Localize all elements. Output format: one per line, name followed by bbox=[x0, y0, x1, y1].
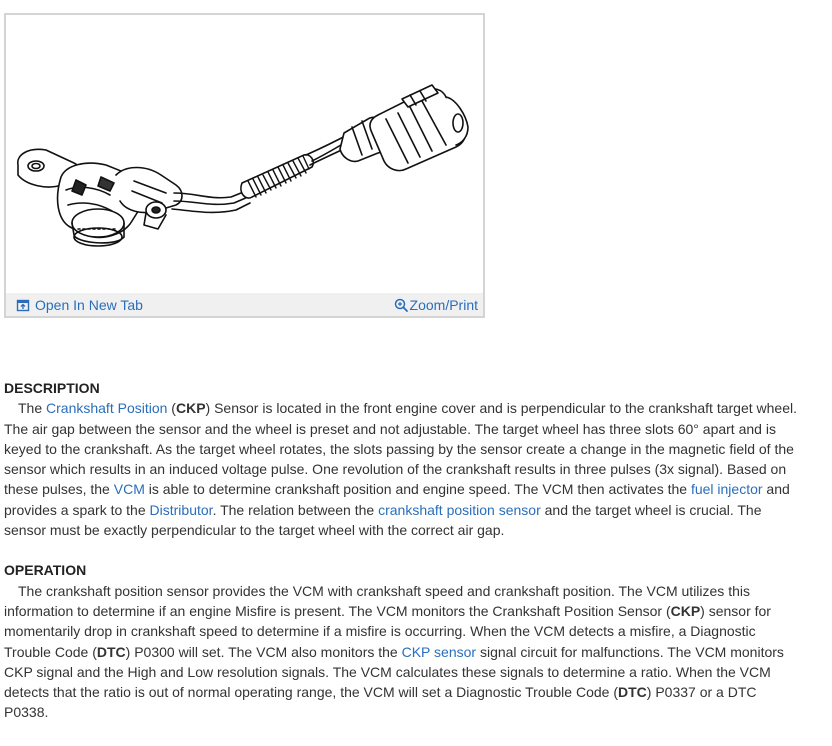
operation-paragraph bbox=[4, 581, 804, 723]
figure-container bbox=[4, 13, 485, 318]
section-spacer bbox=[4, 540, 804, 560]
description-heading: DESCRIPTION bbox=[4, 380, 100, 396]
open-in-new-tab-link[interactable] bbox=[16, 296, 143, 314]
dtc-abbrev: DTC bbox=[617, 684, 647, 701]
text-run: signal circuit for malfunctions. The VCM monitors CKP signal and the High and Low resolution signals. The VCM calculates these signals to determine a ratio. When the VCM detects that the ratio is out of normal operating range, the VCM will set a Diagnostic Trouble Code ( bbox=[4, 643, 784, 701]
figure-toolbar bbox=[6, 293, 483, 316]
text-run: ) Sensor is located in the front engine cover and is perpendicular to the crankshaft target wheel. The air gap between the sensor and the wheel is preset and not adjustable. The target wheel has three slots 60° apart and is keyed to the crankshaft. As the target wheel rotates, the slots passing by the sensor create a change in the magnetic field of the sensor which results in an induced voltage pulse. One revolution of the crankshaft results in three pulses (3x signal). Based on these pulses, the bbox=[4, 400, 797, 498]
text-run: ) sensor for momentarily drop in crankshaft speed to determine if a misfire is occurring. When the VCM detects a misfire, a Diagnostic Trouble Code ( bbox=[4, 602, 771, 660]
vcm-link[interactable]: VCM bbox=[113, 481, 145, 498]
zoom-print-link[interactable] bbox=[394, 296, 478, 314]
text-run: ( bbox=[167, 400, 176, 417]
text-run: . The relation between the bbox=[212, 501, 379, 518]
crankshaft-sensor-image bbox=[6, 15, 483, 293]
text-run: and the target wheel is crucial. The sensor must be exactly perpendicular to the target wheel with the correct air gap. bbox=[4, 501, 762, 539]
article-body bbox=[4, 378, 804, 723]
text-run: ) P0337 or a DTC P0338. bbox=[4, 684, 757, 721]
distributor-link[interactable]: Distributor bbox=[149, 501, 213, 518]
zoom-in-icon bbox=[394, 298, 408, 312]
text-run: is able to determine crankshaft position and engine speed. The VCM then activates the bbox=[144, 481, 691, 498]
crankshaft-position-sensor-link[interactable]: crankshaft position sensor bbox=[378, 501, 541, 518]
ckp-abbrev: CKP bbox=[175, 400, 206, 417]
dtc-abbrev: DTC bbox=[96, 643, 126, 660]
crankshaft-position-link[interactable]: Crankshaft Position bbox=[46, 400, 168, 417]
operation-heading: OPERATION bbox=[4, 562, 87, 579]
text-run: and provides a spark to the bbox=[4, 481, 790, 518]
ckp-sensor-link[interactable]: CKP sensor bbox=[401, 643, 477, 660]
open-new-tab-icon bbox=[16, 298, 30, 312]
text-run: ) P0300 will set. The VCM also monitors the bbox=[125, 643, 402, 660]
zoom-print-label: Zoom/Print bbox=[409, 297, 478, 313]
open-in-new-tab-label: Open In New Tab bbox=[35, 297, 143, 313]
description-paragraph bbox=[4, 398, 804, 540]
text-run: The bbox=[18, 400, 47, 417]
fuel-injector-link[interactable]: fuel injector bbox=[690, 481, 763, 498]
ckp-abbrev: CKP bbox=[670, 602, 701, 619]
text-run: The crankshaft position sensor provides the VCM with crankshaft speed and crankshaft position. The VCM utilizes this information to determine if an engine Misfire is present. The VCM monitors the Crankshaft Position Sensor ( bbox=[4, 582, 750, 619]
